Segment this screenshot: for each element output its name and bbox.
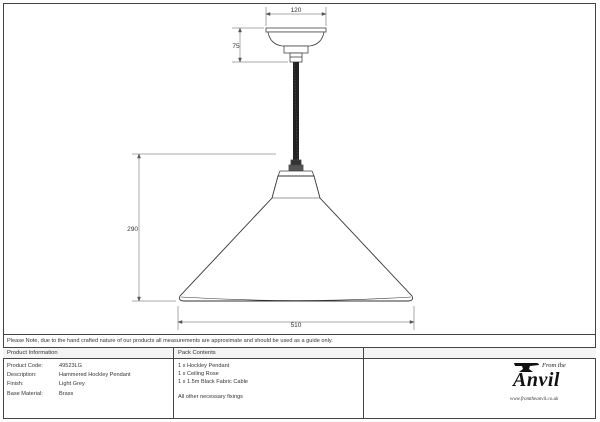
finish-label: Finish:: [7, 381, 24, 388]
pack-item: 1 x 1.5m Black Fabric Cable: [178, 379, 248, 386]
product-code-row: [7, 362, 173, 371]
from-the-anvil-logo: [508, 360, 590, 410]
pack-extra: All other necessary fixings: [178, 393, 243, 400]
description-label: Description:: [7, 372, 37, 379]
pack-item: 1 x Hockley Pendant: [178, 363, 230, 369]
pendant-shade: [180, 176, 413, 301]
pack-contents-column: [174, 348, 364, 419]
pendant-cable: [293, 62, 299, 165]
blank-column-heading: [364, 348, 596, 359]
base-material-row: [7, 390, 173, 399]
dim-rose-width-label: 120: [290, 7, 302, 14]
product-code-label: Product Code:: [7, 363, 43, 369]
finish-value: Light Grey: [59, 381, 85, 388]
product-information-heading: Product Information: [3, 348, 173, 359]
product-information-column: [3, 348, 174, 419]
finish-row: [7, 380, 173, 389]
measurement-note: Please Note, due to the hand crafted nature of our products all measurements are approximate and should be used as a guide only.: [3, 334, 596, 348]
ceiling-rose: [266, 28, 326, 62]
base-material-label: Base Material:: [7, 390, 43, 397]
description-value: Hammered Hockley Pendant: [59, 372, 131, 379]
pack-item: 1 x Ceiling Rose: [178, 371, 219, 378]
logo-url: www.fromtheanvil.co.uk: [510, 397, 559, 402]
lamp-holder: [278, 160, 314, 176]
logo-from-the: From the: [542, 362, 566, 369]
dim-shade-width-label: 510: [290, 322, 302, 329]
logo-brand: Anvil: [513, 369, 560, 391]
description-row: [7, 371, 173, 380]
base-material-value: Brass: [59, 390, 74, 397]
product-code-value: 49523LG: [59, 363, 83, 369]
dim-shade-height-label: 290: [127, 226, 138, 233]
dim-rose-height-label: 75: [232, 43, 240, 50]
pack-contents-heading: Pack Contents: [174, 348, 363, 359]
